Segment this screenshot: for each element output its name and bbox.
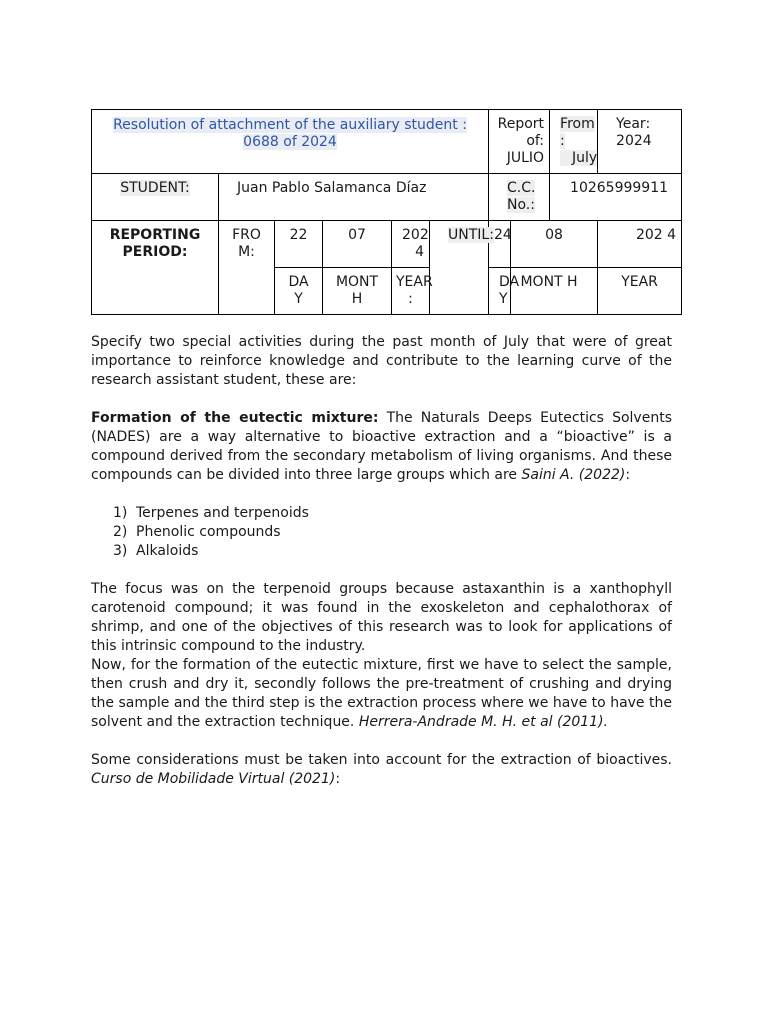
student-label: STUDENT: (92, 174, 219, 221)
formation-citation: Herrera-Andrade M. H. et al (2011). (358, 714, 608, 730)
report-of-label: Report of: (497, 116, 545, 149)
from-label: From : (560, 116, 595, 149)
resolution-title: Resolution of attachment of the auxiliary student : 0688 of 2024 (92, 110, 489, 174)
until-year-label: YEAR (598, 268, 682, 315)
from-year: 202 4 (392, 221, 430, 268)
until-month: 08 (511, 221, 598, 268)
section-citation: Saini A. (2022) (521, 467, 626, 483)
formation-paragraph: Now, for the formation of the eutectic mixture, first we have to select the sample, then crush and dry it, secondly follows the pre-treatment of crushing and drying the sample and the third step is the extraction process where we have to have the solvent and the extraction technique. Herrera-Andrade M. H. et al (2011). (91, 657, 672, 730)
compound-groups-list (91, 504, 672, 561)
from-short-label: FRO M: (219, 221, 275, 315)
list-item: 1) Terpenes and terpenoids (113, 505, 309, 521)
from-month-label: MONT H (323, 268, 392, 315)
year-value: 2024 (616, 133, 652, 149)
considerations-paragraph: Some considerations must be taken into account for the extraction of bioactives. Curso de Mobilidade Virtual (2021): (91, 752, 672, 787)
until-label: UNTIL: (430, 221, 489, 315)
year-cell (598, 110, 682, 174)
until-day: 24 (489, 221, 511, 268)
student-name: Juan Pablo Salamanca Díaz (219, 174, 489, 221)
report-of-cell (489, 110, 550, 174)
section-text: The Naturals Deeps Eutectics Solvents (NADES) are a way alternative to bioactive extraction and a “bioactive” is a compound derived from the secondary metabolism of living organisms. And these compounds can be divided into three large groups which are (91, 410, 672, 483)
cc-value: 10265999911 (550, 174, 682, 221)
report-body (91, 333, 672, 789)
until-day-label: DA Y (489, 268, 511, 315)
focus-paragraph: The focus was on the terpenoid groups because astaxanthin is a xanthophyll carotenoid compound; it was found in the exoskeleton and cephalothorax of shrimp, and one of the objectives of this research was to look for applications of this intrinsic compound to the industry. (91, 581, 672, 654)
year-label: Year: (616, 116, 651, 132)
from-month: 07 (323, 221, 392, 268)
from-year-label: YEAR : (392, 268, 430, 315)
intro-paragraph: Specify two special activities during the past month of July that were of great importance to reinforce knowledge and contribute to the learning curve of the research assistant student, these are: (91, 334, 672, 388)
from-day-label: DA Y (275, 268, 323, 315)
reporting-period-label: REPORTING PERIOD: (92, 221, 219, 315)
until-month-label: MONT H (511, 268, 598, 315)
section-paragraph: Formation of the eutectic mixture: The Naturals Deeps Eutectics Solvents (NADES) are a way alternative to bioactive extraction and a “bioactive” is a compound derived from the secondary metabolism of living organisms. And these compounds can be divided into three large groups which are Saini A. (2022): (91, 410, 672, 483)
list-item: 2) Phenolic compounds (113, 524, 281, 540)
report-header-table (91, 109, 682, 315)
section-heading: Formation of the eutectic mixture: (91, 410, 379, 426)
report-of-value: JULIO (506, 150, 545, 166)
from-value: July (560, 150, 597, 166)
from-cell (550, 110, 598, 174)
from-day: 22 (275, 221, 323, 268)
until-year: 202 4 (598, 221, 682, 268)
considerations-citation: Curso de Mobilidade Virtual (2021) (91, 771, 336, 787)
list-item: 3) Alkaloids (113, 543, 199, 559)
cc-label: C.C. No.: (489, 174, 550, 221)
